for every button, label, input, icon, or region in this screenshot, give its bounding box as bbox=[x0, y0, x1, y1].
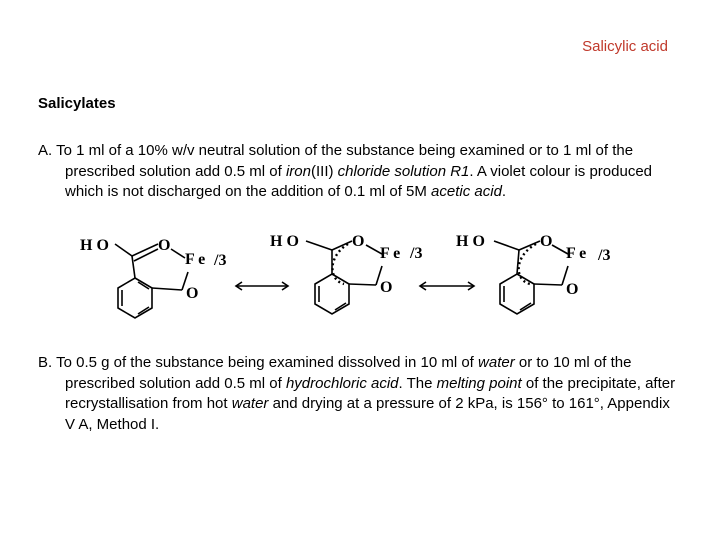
test-b-water-2: water bbox=[231, 395, 269, 412]
s2-iron-label: F e bbox=[380, 245, 401, 262]
test-a-reagent-acetic: acetic acid bbox=[431, 183, 502, 200]
s1-iron-label: F e bbox=[185, 251, 206, 268]
test-a-text-3: . A violet colour is produced which is not discharged on the addition of 0.1 ml of 5M bbox=[65, 162, 653, 200]
page-header-title: Salicylic acid bbox=[582, 38, 668, 55]
s1-ratio-label: /3 bbox=[214, 252, 227, 269]
s2-hydroxyl-label: H O bbox=[270, 233, 299, 250]
test-b-text-2: or to 10 ml of the prescribed solution add 0.5 ml of bbox=[65, 354, 632, 392]
s3-phenoxide-o-label: O bbox=[566, 281, 579, 298]
s3-carbonyl-o-label: O bbox=[540, 233, 553, 250]
test-b-reagent-hcl: hydrochloric acid bbox=[285, 374, 399, 392]
s2-ratio-label: /3 bbox=[410, 245, 423, 262]
test-b-text-5: and drying at a pressure of 2 kPa, is 156° to 161°, Appendix V A, Method I. bbox=[65, 395, 670, 433]
test-b-paragraph bbox=[38, 353, 678, 435]
test-a-reagent-iron: iron bbox=[285, 162, 311, 180]
test-b-text-1: To 0.5 g of the substance being examined dissolved in 10 ml of bbox=[56, 354, 479, 371]
test-b-melting-point: melting point bbox=[436, 374, 522, 392]
test-a-text-1: To 1 ml of a 10% w/v neutral solution of the substance being examined or to 1 ml of the prescribed solution add 0.5 ml of bbox=[56, 142, 634, 180]
s2-phenoxide-o-label: O bbox=[380, 279, 393, 296]
resonance-structure-3 bbox=[494, 241, 568, 314]
s1-hydroxyl-label: H O bbox=[80, 237, 109, 254]
resonance-structure-1 bbox=[115, 244, 188, 318]
resonance-arrow-1 bbox=[236, 282, 288, 290]
s1-carbonyl-o-label: O bbox=[158, 237, 171, 254]
resonance-structure-2 bbox=[306, 241, 382, 314]
s1-phenoxide-o-label: O bbox=[186, 285, 199, 302]
resonance-arrow-2 bbox=[420, 282, 474, 290]
s3-hydroxyl-label: H O bbox=[456, 233, 485, 250]
section-title: Salicylates bbox=[38, 95, 116, 112]
test-b-text-3: . The bbox=[398, 374, 437, 392]
s3-iron-label: F e bbox=[566, 245, 587, 262]
test-b-water: water bbox=[478, 354, 515, 371]
test-a-label: A. bbox=[38, 142, 53, 159]
test-b-text-4: of the precipitate, after recrystallisation from hot bbox=[65, 374, 676, 412]
test-b-label: B. bbox=[38, 354, 53, 371]
test-a-reagent-chloride: chloride solution R1 bbox=[337, 162, 470, 180]
test-a-text-4: . bbox=[501, 183, 507, 200]
s3-ratio-label: /3 bbox=[598, 247, 611, 264]
test-a-paragraph bbox=[38, 141, 678, 203]
iron-salicylate-resonance-diagram bbox=[70, 228, 650, 338]
s2-carbonyl-o-label: O bbox=[352, 233, 365, 250]
test-a-text-2: (III) bbox=[310, 162, 338, 180]
